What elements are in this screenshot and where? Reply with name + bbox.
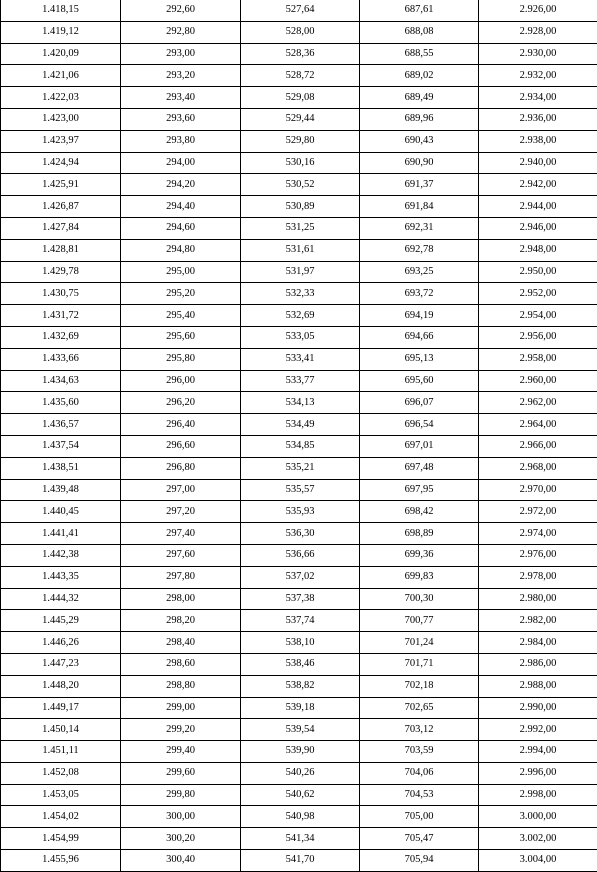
table-cell-col-a: 1.446,26 (1, 632, 121, 654)
table-cell-col-c: 539,18 (241, 697, 360, 719)
table-cell-col-e: 2.936,00 (479, 108, 597, 130)
table-cell-col-e: 2.952,00 (479, 283, 597, 305)
table-cell-col-e: 2.976,00 (479, 544, 597, 566)
table-cell-col-e: 2.942,00 (479, 174, 597, 196)
table-cell-col-c: 536,66 (241, 544, 360, 566)
table-cell-col-e: 2.948,00 (479, 239, 597, 261)
table-cell-col-e: 2.930,00 (479, 43, 597, 65)
table-row (1, 784, 597, 806)
table-cell-col-b: 299,40 (121, 741, 241, 763)
table-cell-col-b: 298,80 (121, 675, 241, 697)
table-cell-col-e: 2.958,00 (479, 348, 597, 370)
table-cell-col-b: 298,40 (121, 632, 241, 654)
table-cell-col-b: 294,40 (121, 196, 241, 218)
table-cell-col-c: 540,62 (241, 784, 360, 806)
table-cell-col-b: 300,20 (121, 828, 241, 850)
table-row (1, 370, 597, 392)
table-row (1, 435, 597, 457)
table-cell-col-c: 533,05 (241, 326, 360, 348)
table-cell-col-b: 299,00 (121, 697, 241, 719)
table-cell-col-c: 537,02 (241, 566, 360, 588)
table-cell-col-a: 1.441,41 (1, 523, 121, 545)
table-cell-col-e: 2.978,00 (479, 566, 597, 588)
table-cell-col-a: 1.426,87 (1, 196, 121, 218)
table-row (1, 130, 597, 152)
table-cell-col-e: 2.980,00 (479, 588, 597, 610)
table-row (1, 588, 597, 610)
table-cell-col-d: 693,72 (360, 283, 479, 305)
table-cell-col-e: 2.988,00 (479, 675, 597, 697)
table-cell-col-b: 295,40 (121, 305, 241, 327)
table-cell-col-e: 2.968,00 (479, 457, 597, 479)
table-cell-col-b: 295,00 (121, 261, 241, 283)
table-cell-col-c: 534,13 (241, 392, 360, 414)
table-cell-col-d: 689,96 (360, 108, 479, 130)
table-cell-col-d: 702,65 (360, 697, 479, 719)
table-cell-col-c: 530,89 (241, 196, 360, 218)
table-row (1, 174, 597, 196)
table-cell-col-e: 2.986,00 (479, 653, 597, 675)
table-cell-col-a: 1.423,00 (1, 108, 121, 130)
table-row (1, 479, 597, 501)
table-cell-col-b: 294,80 (121, 239, 241, 261)
table-cell-col-d: 695,60 (360, 370, 479, 392)
table-cell-col-c: 531,25 (241, 217, 360, 239)
table-cell-col-d: 705,47 (360, 828, 479, 850)
table-cell-col-c: 535,57 (241, 479, 360, 501)
table-row (1, 566, 597, 588)
table-cell-col-b: 299,20 (121, 719, 241, 741)
table-cell-col-d: 703,59 (360, 741, 479, 763)
table-cell-col-a: 1.423,97 (1, 130, 121, 152)
table-cell-col-d: 702,18 (360, 675, 479, 697)
table-cell-col-c: 530,16 (241, 152, 360, 174)
table-cell-col-d: 705,94 (360, 850, 479, 872)
table-row (1, 850, 597, 872)
table-cell-col-d: 690,43 (360, 130, 479, 152)
table-cell-col-e: 2.944,00 (479, 196, 597, 218)
table-cell-col-e: 3.002,00 (479, 828, 597, 850)
table-cell-col-b: 297,60 (121, 544, 241, 566)
table-cell-col-b: 296,40 (121, 414, 241, 436)
table-row (1, 65, 597, 87)
table-cell-col-b: 296,20 (121, 392, 241, 414)
table-cell-col-d: 699,36 (360, 544, 479, 566)
table-row (1, 108, 597, 130)
table-row (1, 457, 597, 479)
table-cell-col-e: 2.982,00 (479, 610, 597, 632)
table-cell-col-e: 2.926,00 (479, 0, 597, 21)
table-cell-col-a: 1.418,15 (1, 0, 121, 21)
table-row (1, 283, 597, 305)
table-row (1, 261, 597, 283)
table-cell-col-d: 697,01 (360, 435, 479, 457)
table-cell-col-e: 2.956,00 (479, 326, 597, 348)
table-cell-col-d: 691,37 (360, 174, 479, 196)
table-cell-col-e: 2.950,00 (479, 261, 597, 283)
table-cell-col-d: 697,95 (360, 479, 479, 501)
table-cell-col-b: 297,40 (121, 523, 241, 545)
table-cell-col-a: 1.447,23 (1, 653, 121, 675)
table-cell-col-c: 534,49 (241, 414, 360, 436)
table-cell-col-a: 1.455,96 (1, 850, 121, 872)
table-cell-col-a: 1.429,78 (1, 261, 121, 283)
table-row (1, 523, 597, 545)
table-row (1, 741, 597, 763)
table-cell-col-d: 700,30 (360, 588, 479, 610)
table-cell-col-c: 541,70 (241, 850, 360, 872)
table-cell-col-e: 2.964,00 (479, 414, 597, 436)
table-row (1, 392, 597, 414)
table-cell-col-d: 693,25 (360, 261, 479, 283)
table-cell-col-b: 294,00 (121, 152, 241, 174)
table-cell-col-c: 538,46 (241, 653, 360, 675)
table-cell-col-d: 701,71 (360, 653, 479, 675)
table-cell-col-d: 698,89 (360, 523, 479, 545)
table-row (1, 217, 597, 239)
table-cell-col-e: 2.938,00 (479, 130, 597, 152)
table-cell-col-b: 299,60 (121, 762, 241, 784)
table-cell-col-a: 1.450,14 (1, 719, 121, 741)
table-cell-col-e: 2.962,00 (479, 392, 597, 414)
table-row (1, 806, 597, 828)
table-cell-col-a: 1.451,11 (1, 741, 121, 763)
table-cell-col-d: 690,90 (360, 152, 479, 174)
table-cell-col-b: 296,00 (121, 370, 241, 392)
table-row (1, 719, 597, 741)
table-cell-col-a: 1.442,38 (1, 544, 121, 566)
table-cell-col-d: 696,07 (360, 392, 479, 414)
table-cell-col-a: 1.428,81 (1, 239, 121, 261)
table-cell-col-d: 694,19 (360, 305, 479, 327)
table-cell-col-d: 704,06 (360, 762, 479, 784)
table-cell-col-b: 294,60 (121, 217, 241, 239)
table-row (1, 653, 597, 675)
table-row (1, 21, 597, 43)
table-cell-col-b: 300,00 (121, 806, 241, 828)
table-row (1, 326, 597, 348)
table-cell-col-e: 2.992,00 (479, 719, 597, 741)
table-cell-col-d: 691,84 (360, 196, 479, 218)
table-cell-col-d: 694,66 (360, 326, 479, 348)
table-cell-col-d: 700,77 (360, 610, 479, 632)
table-cell-col-a: 1.452,08 (1, 762, 121, 784)
table-row (1, 239, 597, 261)
table-row (1, 544, 597, 566)
table-cell-col-c: 538,82 (241, 675, 360, 697)
table-cell-col-e: 2.998,00 (479, 784, 597, 806)
table-cell-col-c: 532,33 (241, 283, 360, 305)
table-cell-col-a: 1.421,06 (1, 65, 121, 87)
table-cell-col-d: 692,78 (360, 239, 479, 261)
table-cell-col-d: 689,49 (360, 87, 479, 109)
table-cell-col-a: 1.443,35 (1, 566, 121, 588)
table-cell-col-a: 1.431,72 (1, 305, 121, 327)
table-row (1, 828, 597, 850)
table-cell-col-a: 1.449,17 (1, 697, 121, 719)
table-cell-col-b: 296,80 (121, 457, 241, 479)
table-cell-col-a: 1.435,60 (1, 392, 121, 414)
table-cell-col-a: 1.445,29 (1, 610, 121, 632)
table-cell-col-c: 529,80 (241, 130, 360, 152)
table-cell-col-e: 2.966,00 (479, 435, 597, 457)
table-cell-col-a: 1.453,05 (1, 784, 121, 806)
table-cell-col-e: 2.974,00 (479, 523, 597, 545)
table-cell-col-a: 1.422,03 (1, 87, 121, 109)
table-cell-col-d: 688,08 (360, 21, 479, 43)
table-cell-col-b: 293,20 (121, 65, 241, 87)
table-cell-col-b: 295,80 (121, 348, 241, 370)
table-cell-col-e: 2.984,00 (479, 632, 597, 654)
table-cell-col-c: 541,34 (241, 828, 360, 850)
table-cell-col-e: 2.932,00 (479, 65, 597, 87)
table-cell-col-c: 540,26 (241, 762, 360, 784)
table-cell-col-e: 2.960,00 (479, 370, 597, 392)
table-cell-col-c: 537,74 (241, 610, 360, 632)
table-cell-col-b: 295,20 (121, 283, 241, 305)
table-cell-col-e: 2.934,00 (479, 87, 597, 109)
table-cell-col-d: 687,61 (360, 0, 479, 21)
table-row (1, 632, 597, 654)
table-cell-col-c: 537,38 (241, 588, 360, 610)
table-cell-col-b: 299,80 (121, 784, 241, 806)
table-cell-col-d: 696,54 (360, 414, 479, 436)
table-cell-col-a: 1.425,91 (1, 174, 121, 196)
table-cell-col-c: 527,64 (241, 0, 360, 21)
table-cell-col-a: 1.430,75 (1, 283, 121, 305)
table-cell-col-b: 297,80 (121, 566, 241, 588)
table-cell-col-c: 535,93 (241, 501, 360, 523)
table-body (1, 0, 597, 871)
table-cell-col-a: 1.438,51 (1, 457, 121, 479)
table-cell-col-c: 528,36 (241, 43, 360, 65)
table-cell-col-a: 1.427,84 (1, 217, 121, 239)
table-cell-col-e: 2.940,00 (479, 152, 597, 174)
table-cell-col-d: 698,42 (360, 501, 479, 523)
table-cell-col-b: 294,20 (121, 174, 241, 196)
table-row (1, 43, 597, 65)
table-cell-col-a: 1.424,94 (1, 152, 121, 174)
table-cell-col-c: 533,77 (241, 370, 360, 392)
table-row (1, 414, 597, 436)
table-cell-col-b: 300,40 (121, 850, 241, 872)
table-cell-col-e: 2.994,00 (479, 741, 597, 763)
table-cell-col-a: 1.437,54 (1, 435, 121, 457)
table-cell-col-a: 1.432,69 (1, 326, 121, 348)
table-row (1, 87, 597, 109)
table-cell-col-b: 298,20 (121, 610, 241, 632)
table-cell-col-a: 1.439,48 (1, 479, 121, 501)
table-row (1, 0, 597, 21)
table-cell-col-c: 533,41 (241, 348, 360, 370)
table-cell-col-c: 531,61 (241, 239, 360, 261)
table-cell-col-d: 701,24 (360, 632, 479, 654)
table-cell-col-e: 2.970,00 (479, 479, 597, 501)
table-cell-col-e: 2.990,00 (479, 697, 597, 719)
table-row (1, 697, 597, 719)
table-cell-col-e: 2.954,00 (479, 305, 597, 327)
table-row (1, 762, 597, 784)
table-cell-col-e: 3.004,00 (479, 850, 597, 872)
table-cell-col-c: 529,08 (241, 87, 360, 109)
table-cell-col-c: 535,21 (241, 457, 360, 479)
table-cell-col-b: 296,60 (121, 435, 241, 457)
table-row (1, 501, 597, 523)
table-cell-col-c: 536,30 (241, 523, 360, 545)
table-row (1, 610, 597, 632)
table-row (1, 305, 597, 327)
table-cell-col-d: 688,55 (360, 43, 479, 65)
table-cell-col-b: 298,00 (121, 588, 241, 610)
table-cell-col-b: 293,40 (121, 87, 241, 109)
table-cell-col-c: 539,54 (241, 719, 360, 741)
table-cell-col-e: 2.996,00 (479, 762, 597, 784)
table-cell-col-b: 293,00 (121, 43, 241, 65)
table-cell-col-e: 2.946,00 (479, 217, 597, 239)
table-cell-col-b: 293,60 (121, 108, 241, 130)
table-cell-col-c: 531,97 (241, 261, 360, 283)
table-cell-col-c: 530,52 (241, 174, 360, 196)
table-cell-col-d: 699,83 (360, 566, 479, 588)
table-cell-col-e: 2.928,00 (479, 21, 597, 43)
table-cell-col-b: 293,80 (121, 130, 241, 152)
table-row (1, 348, 597, 370)
table-row (1, 152, 597, 174)
table-cell-col-c: 539,90 (241, 741, 360, 763)
table-cell-col-a: 1.448,20 (1, 675, 121, 697)
table-cell-col-a: 1.436,57 (1, 414, 121, 436)
table-cell-col-d: 695,13 (360, 348, 479, 370)
table-cell-col-a: 1.454,99 (1, 828, 121, 850)
table-cell-col-c: 534,85 (241, 435, 360, 457)
table-cell-col-c: 538,10 (241, 632, 360, 654)
table-cell-col-e: 2.972,00 (479, 501, 597, 523)
table-cell-col-d: 697,48 (360, 457, 479, 479)
table-cell-col-c: 532,69 (241, 305, 360, 327)
table-row (1, 196, 597, 218)
table-cell-col-e: 3.000,00 (479, 806, 597, 828)
table-cell-col-d: 703,12 (360, 719, 479, 741)
table-cell-col-b: 292,60 (121, 0, 241, 21)
table-cell-col-a: 1.434,63 (1, 370, 121, 392)
table-cell-col-a: 1.444,32 (1, 588, 121, 610)
table-cell-col-d: 689,02 (360, 65, 479, 87)
table-cell-col-d: 705,00 (360, 806, 479, 828)
table-cell-col-a: 1.420,09 (1, 43, 121, 65)
table-cell-col-a: 1.433,66 (1, 348, 121, 370)
table-cell-col-d: 692,31 (360, 217, 479, 239)
table-cell-col-a: 1.454,02 (1, 806, 121, 828)
table-cell-col-c: 528,00 (241, 21, 360, 43)
table-cell-col-a: 1.440,45 (1, 501, 121, 523)
table-cell-col-a: 1.419,12 (1, 21, 121, 43)
table-cell-col-b: 297,20 (121, 501, 241, 523)
table-row (1, 675, 597, 697)
table-cell-col-c: 540,98 (241, 806, 360, 828)
table-cell-col-b: 298,60 (121, 653, 241, 675)
table-cell-col-b: 297,00 (121, 479, 241, 501)
table-cell-col-d: 704,53 (360, 784, 479, 806)
table-cell-col-c: 528,72 (241, 65, 360, 87)
table-cell-col-b: 292,80 (121, 21, 241, 43)
table-cell-col-b: 295,60 (121, 326, 241, 348)
table-cell-col-c: 529,44 (241, 108, 360, 130)
